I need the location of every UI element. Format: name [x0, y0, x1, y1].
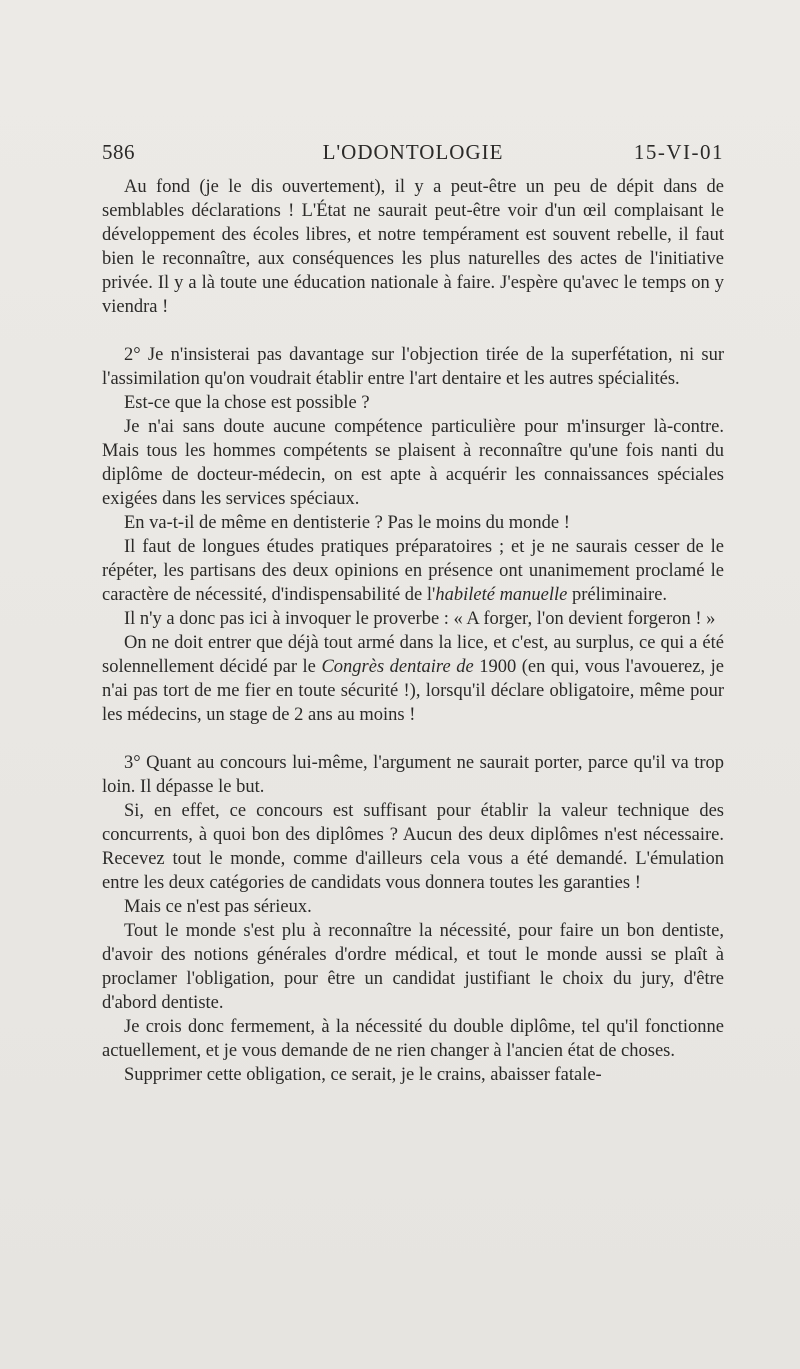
paragraph: Il n'y a donc pas ici à invoquer le proverbe : « A forger, l'on devient forgeron ! » [124, 609, 716, 629]
paragraph: 3° Quant au concours lui-même, l'argument ne saurait porter, parce qu'il va trop loin. Il dépasse le but. [102, 753, 724, 797]
paragraph: En va-t-il de même en dentisterie ? Pas le moins du monde ! [124, 513, 570, 533]
paragraph [102, 535, 724, 607]
paragraph: Au fond (je le dis ouvertement), il y a peut-être un peu de dépit dans de semblables déclarations ! L'État ne saurait peut-être voir d'un œil complaisant le développement des écoles libres, et notre tempérament est souvent rebelle, il faut bien le reconnaître, aux conséquences les plus naturelles des actes de l'initiative privée. Il y a là toute une éducation nationale à faire. J'espère qu'avec le temps on y viendra ! [102, 177, 724, 317]
paragraph: Tout le monde s'est plu à reconnaître la nécessité, pour faire un bon dentiste, d'avoir des notions générales d'ordre médical, et tout le monde aussi se plaît à proclamer l'obligation, pour être un candidat justifiant le choix du jury, d'être d'abord dentiste. [102, 921, 724, 1013]
paragraph: Je crois donc fermement, à la nécessité du double diplôme, tel qu'il fonctionne actuellement, et je vous demande de ne rien changer à l'ancien état de choses. [102, 1017, 724, 1061]
issue-date: 15-VI-01 [633, 140, 724, 164]
paragraph-text: Il faut de longues études pratiques préparatoires ; et je ne saurais cesser de le répéter, les partisans des deux opinions en présence ont unanimement proclamé le caractère de nécessité, d'indispensabilité de l' [102, 537, 724, 605]
paragraph: Est-ce que la chose est possible ? [124, 393, 370, 413]
italic-text: Congrès dentaire de [321, 657, 474, 677]
paragraph [102, 631, 724, 727]
paragraph-text: 1900 (en qui, vous l'avouerez, je n'ai pas tort de me fier en toute sécurité !), lorsqu'il déclare obligatoire, même pour les médecins, un stage de 2 ans au moins ! [102, 657, 724, 725]
paragraph: Supprimer cette obligation, ce serait, je le crains, abaisser fatale- [124, 1065, 602, 1085]
body-text [102, 175, 724, 1087]
paragraph: Mais ce n'est pas sérieux. [124, 897, 312, 917]
paragraph-text: préliminaire. [567, 585, 668, 605]
paragraph-text: On ne doit entrer que déjà tout armé dans la lice, et c'est, au surplus, ce qui a été solennellement décidé par le [102, 633, 724, 677]
paragraph: 2° Je n'insisterai pas davantage sur l'objection tirée de la superfétation, ni sur l'assimilation qu'on voudrait établir entre l'art dentaire et les autres spécialités. [102, 345, 724, 389]
paragraph: Je n'ai sans doute aucune compétence particulière pour m'insurger là-contre. Mais tous les hommes compétents se plaisent à reconnaître qu'une fois nanti du diplôme de docteur-médecin, on est apte à acquérir les connaissances spéciales exigées dans les services spéciaux. [102, 417, 724, 509]
journal-title: L'ODONTOLOGIE [322, 140, 504, 164]
running-header [102, 140, 724, 170]
page-number: 586 [102, 140, 135, 164]
italic-text: habileté manuelle [435, 585, 568, 605]
paragraph: Si, en effet, ce concours est suffisant pour établir la valeur technique des concurrents, à quoi bon des diplômes ? Aucun des deux diplômes n'est nécessaire. Recevez tout le monde, comme d'ailleurs cela vous a été demandé. L'émulation entre les deux catégories de candidats vous donnera toutes les garanties ! [102, 801, 724, 893]
